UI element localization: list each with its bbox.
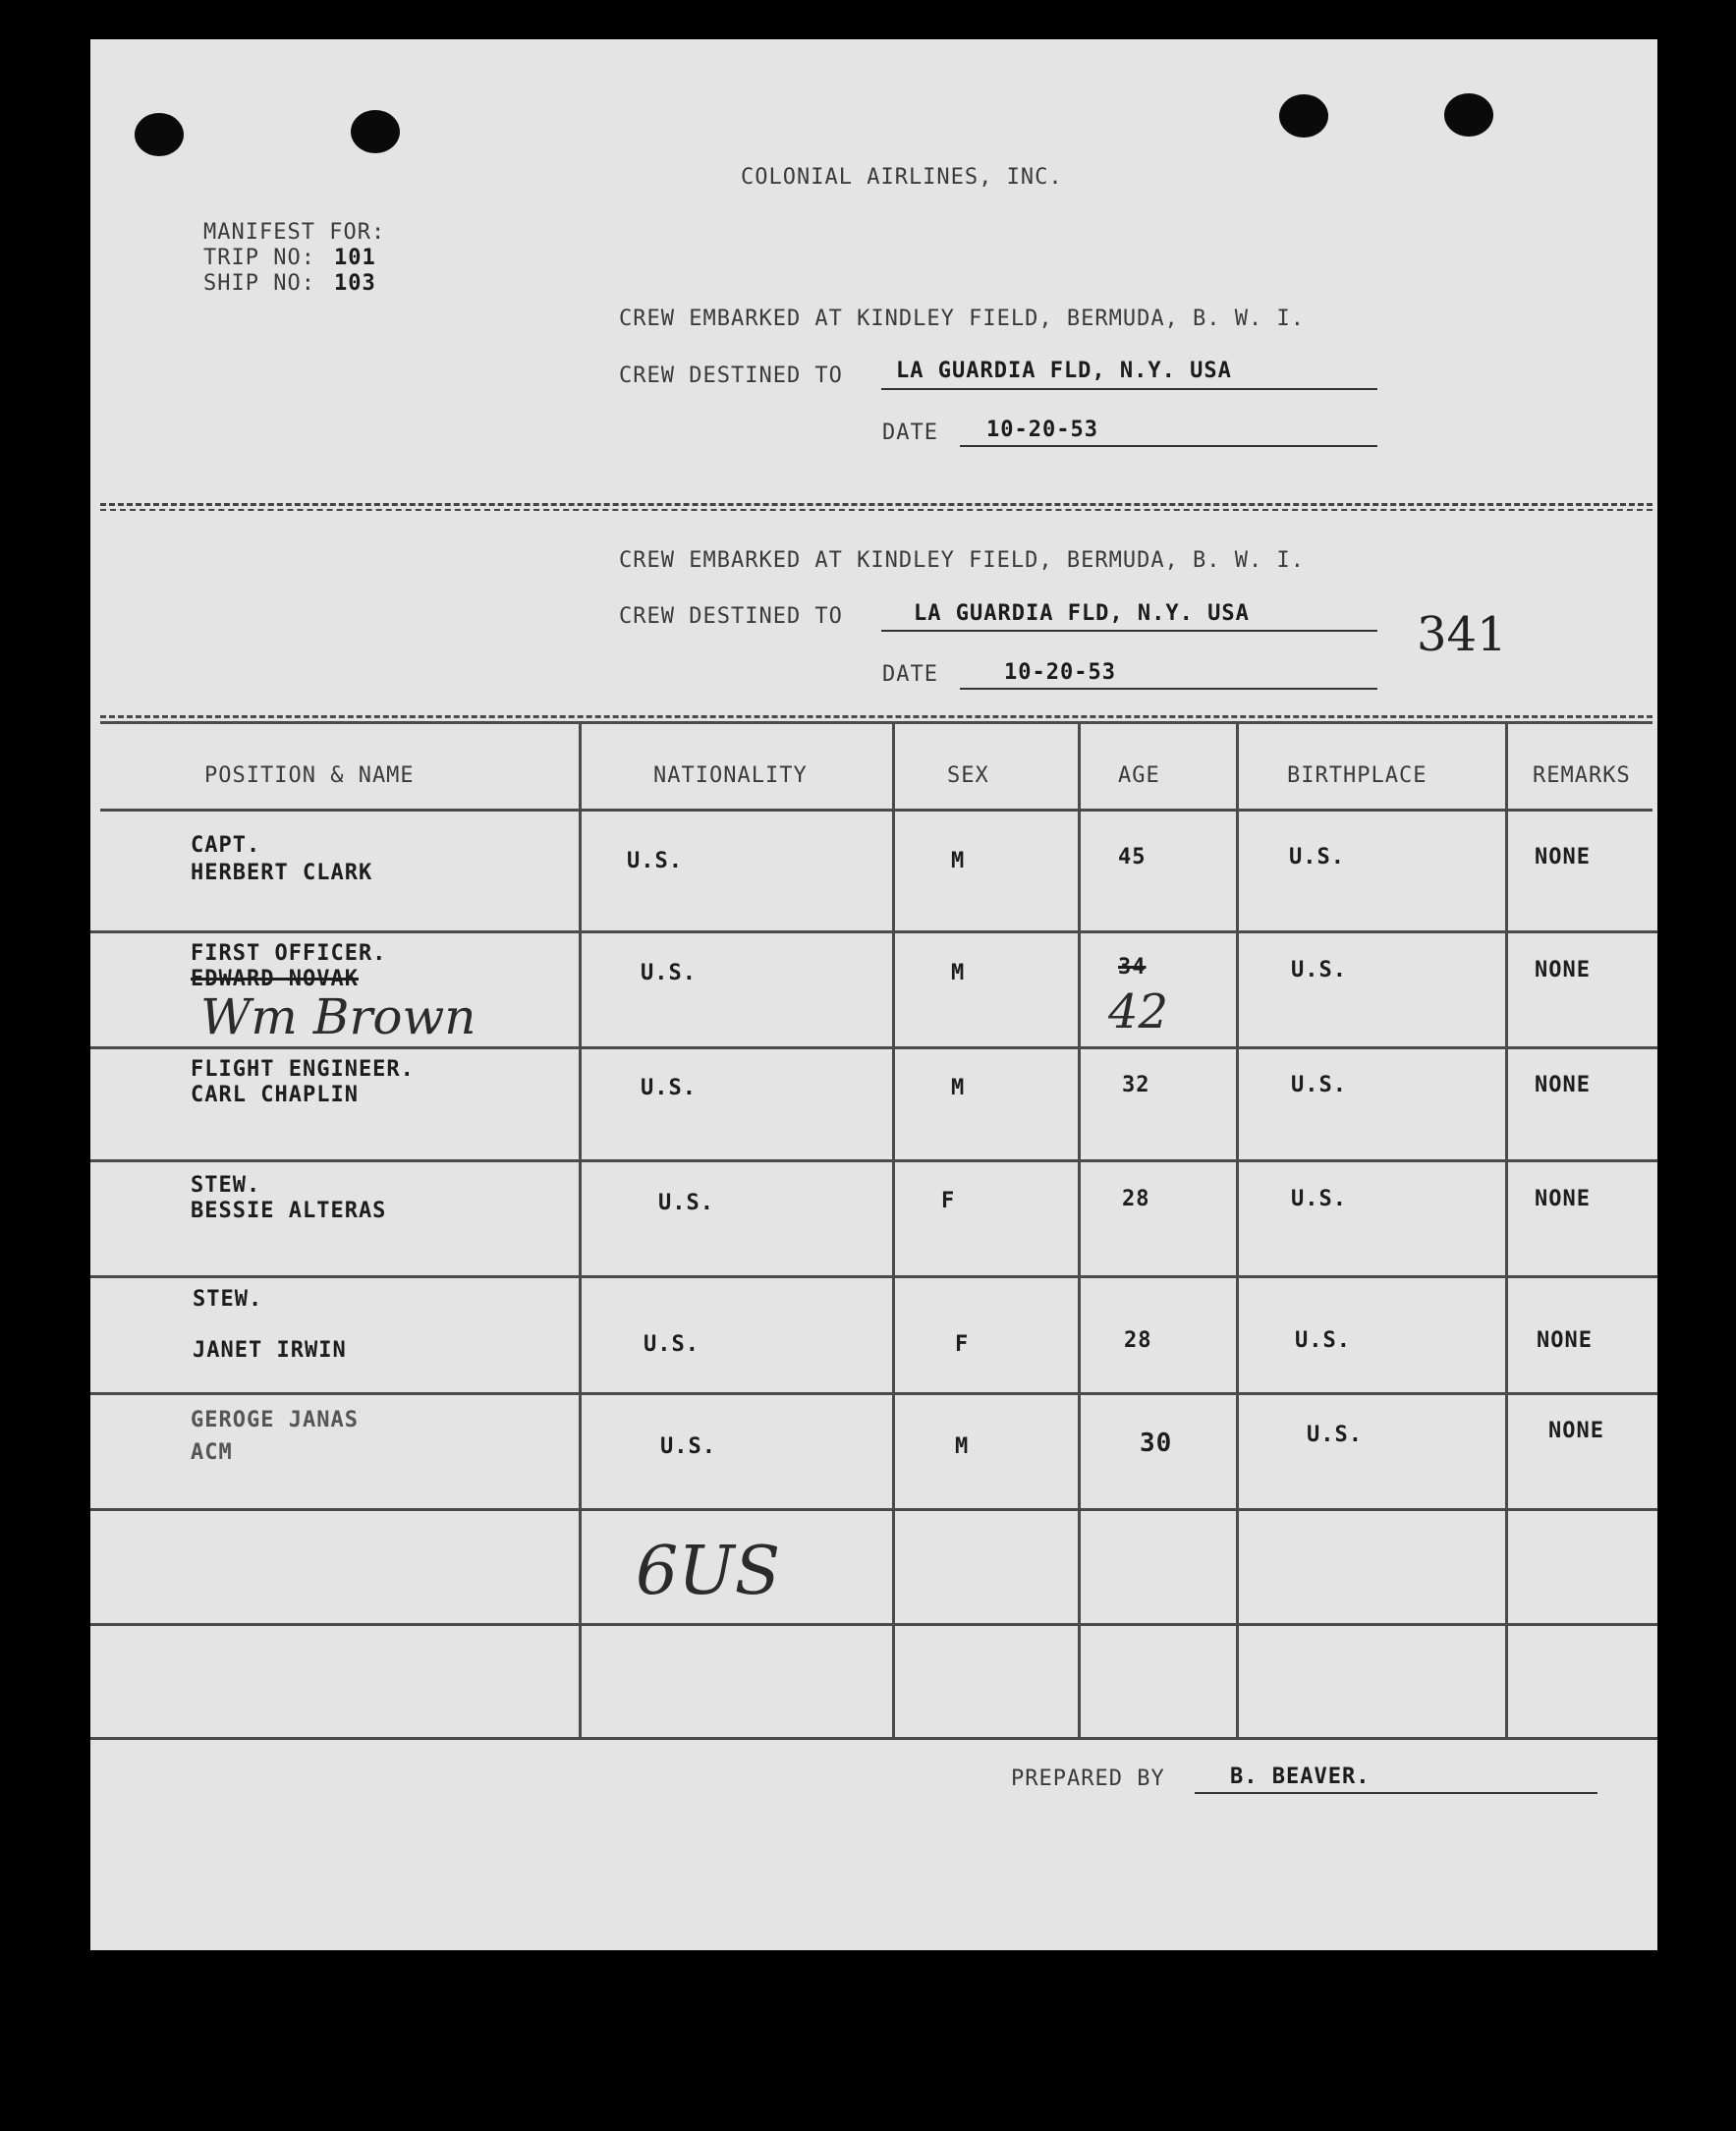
- row4-remarks: NONE: [1535, 1187, 1591, 1211]
- col-divider-4: [1236, 722, 1239, 1739]
- row5-nationality: U.S.: [644, 1332, 700, 1357]
- row6-birthplace: U.S.: [1307, 1423, 1363, 1447]
- col-divider-1: [579, 722, 582, 1739]
- section1-embarked: CREW EMBARKED AT KINDLEY FIELD, BERMUDA, B. W. I.: [619, 307, 1306, 331]
- section1-destined-underline: [881, 388, 1377, 390]
- row3-sex: M: [951, 1076, 966, 1100]
- section2-destined-underline: [881, 630, 1377, 632]
- section2-embarked: CREW EMBARKED AT KINDLEY FIELD, BERMUDA, B. W. I.: [619, 548, 1306, 573]
- row2-nationality: U.S.: [641, 961, 697, 985]
- punch-hole-4: [1444, 93, 1493, 137]
- section1-destined-value: LA GUARDIA FLD, N.Y. USA: [896, 359, 1232, 383]
- trip-number: 101: [334, 246, 376, 270]
- company-title: COLONIAL AIRLINES, INC.: [741, 165, 1063, 190]
- row2-handwritten-name: Wm Brown: [200, 988, 476, 1045]
- row3-birthplace: U.S.: [1291, 1073, 1347, 1097]
- table-top-border-2: [100, 721, 1652, 724]
- row1-nationality: U.S.: [627, 849, 683, 873]
- header-bottom-border: [100, 809, 1652, 812]
- manifest-page: [90, 39, 1657, 1950]
- row1-name: HERBERT CLARK: [191, 861, 373, 885]
- table-top-border: [100, 715, 1652, 718]
- row5-position: STEW.: [193, 1287, 263, 1312]
- ship-number: 103: [334, 271, 376, 296]
- section-separator-1: [100, 503, 1652, 506]
- row3-name: CARL CHAPLIN: [191, 1083, 359, 1107]
- col-divider-3: [1078, 722, 1081, 1739]
- row4-age: 28: [1122, 1187, 1150, 1211]
- header-sex: SEX: [947, 763, 989, 788]
- row6-position: GEROGE JANAS: [191, 1408, 359, 1432]
- row2-handwritten-age: 42: [1108, 984, 1169, 1039]
- section1-date-underline: [960, 445, 1377, 447]
- row3-age: 32: [1122, 1073, 1150, 1097]
- row1-position: CAPT.: [191, 833, 261, 858]
- row5-remarks: NONE: [1537, 1328, 1593, 1353]
- prepared-by-label: PREPARED BY: [1011, 1766, 1165, 1791]
- punch-hole-1: [135, 113, 184, 156]
- ship-label: SHIP NO:: [203, 271, 315, 296]
- row3-remarks: NONE: [1535, 1073, 1591, 1097]
- prepared-by-value: B. BEAVER.: [1230, 1765, 1371, 1789]
- row6-age: 30: [1140, 1429, 1173, 1458]
- row6-sex: M: [955, 1434, 970, 1459]
- row6-remarks: NONE: [1548, 1419, 1604, 1443]
- row-divider-3: [90, 1159, 1657, 1162]
- row2-name: EDWARD NOVAK: [191, 967, 359, 991]
- row-divider-5: [90, 1392, 1657, 1395]
- handwritten-total: 6US: [636, 1533, 781, 1610]
- section2-destined-value: LA GUARDIA FLD, N.Y. USA: [914, 601, 1250, 626]
- row3-nationality: U.S.: [641, 1076, 697, 1100]
- punch-hole-2: [351, 110, 400, 153]
- row-divider-7: [90, 1623, 1657, 1626]
- row2-sex: M: [951, 961, 966, 985]
- row1-sex: M: [951, 849, 966, 873]
- row2-age: 34: [1118, 955, 1147, 980]
- row1-birthplace: U.S.: [1289, 845, 1345, 869]
- col-divider-5: [1505, 722, 1508, 1739]
- section2-destined-label: CREW DESTINED TO: [619, 604, 843, 629]
- row5-name: JANET IRWIN: [193, 1338, 347, 1363]
- col-divider-2: [892, 722, 895, 1739]
- section2-date-label: DATE: [882, 662, 938, 687]
- row5-birthplace: U.S.: [1295, 1328, 1351, 1353]
- section1-date-value: 10-20-53: [986, 418, 1098, 442]
- row4-birthplace: U.S.: [1291, 1187, 1347, 1211]
- row-divider-1: [90, 930, 1657, 933]
- header-remarks: REMARKS: [1533, 763, 1631, 788]
- row-divider-4: [90, 1275, 1657, 1278]
- section-separator-2: [100, 509, 1652, 511]
- section1-date-label: DATE: [882, 421, 938, 445]
- row4-nationality: U.S.: [658, 1191, 714, 1215]
- row4-position: STEW.: [191, 1173, 261, 1198]
- header-birthplace: BIRTHPLACE: [1287, 763, 1428, 788]
- section1-destined-label: CREW DESTINED TO: [619, 364, 843, 388]
- row1-remarks: NONE: [1535, 845, 1591, 869]
- row6-name: ACM: [191, 1440, 233, 1465]
- page-number: 341: [1417, 607, 1507, 662]
- row-divider-2: [90, 1046, 1657, 1049]
- row2-position: FIRST OFFICER.: [191, 941, 387, 966]
- section2-date-value: 10-20-53: [1004, 660, 1116, 685]
- row6-nationality: U.S.: [660, 1434, 716, 1459]
- row5-sex: F: [955, 1332, 970, 1357]
- row3-position: FLIGHT ENGINEER.: [191, 1057, 415, 1082]
- row1-age: 45: [1118, 845, 1147, 869]
- row-divider-6: [90, 1508, 1657, 1511]
- section2-date-underline: [960, 688, 1377, 690]
- manifest-label: MANIFEST FOR:: [203, 220, 386, 245]
- row4-sex: F: [941, 1189, 956, 1213]
- row5-age: 28: [1124, 1328, 1152, 1353]
- header-age: AGE: [1118, 763, 1160, 788]
- header-nationality: NATIONALITY: [653, 763, 808, 788]
- row2-birthplace: U.S.: [1291, 958, 1347, 982]
- prepared-by-underline: [1195, 1792, 1597, 1794]
- punch-hole-3: [1279, 94, 1328, 138]
- trip-label: TRIP NO:: [203, 246, 315, 270]
- row4-name: BESSIE ALTERAS: [191, 1199, 387, 1223]
- table-bottom-border: [90, 1737, 1657, 1740]
- row2-remarks: NONE: [1535, 958, 1591, 982]
- header-position-name: POSITION & NAME: [204, 763, 415, 788]
